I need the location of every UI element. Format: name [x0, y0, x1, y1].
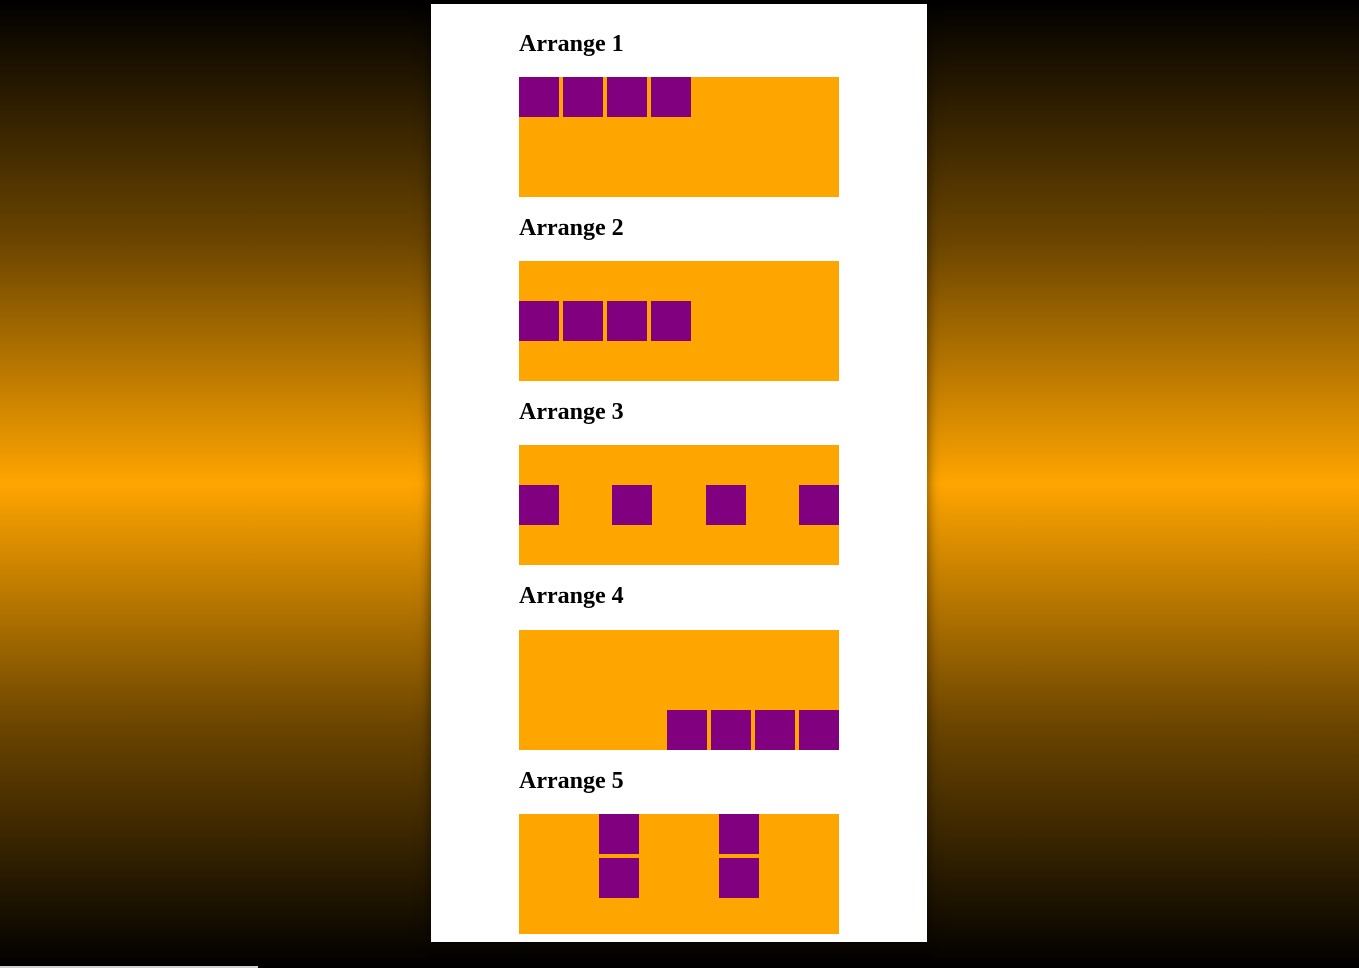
purple-box [519, 77, 559, 117]
content-panel [431, 4, 927, 942]
arrange-1-title: Arrange 1 [519, 31, 624, 57]
purple-box [519, 301, 559, 341]
arrange-1-container [519, 77, 839, 197]
purple-box [799, 485, 839, 525]
purple-box [607, 77, 647, 117]
purple-box [651, 301, 691, 341]
purple-box [599, 814, 639, 854]
purple-box [607, 301, 647, 341]
purple-box [719, 858, 759, 898]
purple-box [755, 710, 795, 750]
arrange-5-column [599, 814, 639, 898]
arrange-3-container [519, 445, 839, 565]
purple-box [563, 77, 603, 117]
purple-box [711, 710, 751, 750]
purple-box [719, 814, 759, 854]
arrange-2-title: Arrange 2 [519, 215, 624, 241]
purple-box [667, 710, 707, 750]
purple-box [612, 485, 652, 525]
purple-box [799, 710, 839, 750]
arrange-5-column [719, 814, 759, 898]
arrange-2-container [519, 261, 839, 381]
arrange-5-container [519, 814, 839, 934]
purple-box [519, 485, 559, 525]
arrange-5-title: Arrange 5 [519, 768, 624, 794]
arrange-3-title: Arrange 3 [519, 399, 624, 425]
purple-box [706, 485, 746, 525]
purple-box [651, 77, 691, 117]
arrange-4-container [519, 630, 839, 750]
purple-box [599, 858, 639, 898]
arrange-4-title: Arrange 4 [519, 583, 624, 609]
purple-box [563, 301, 603, 341]
